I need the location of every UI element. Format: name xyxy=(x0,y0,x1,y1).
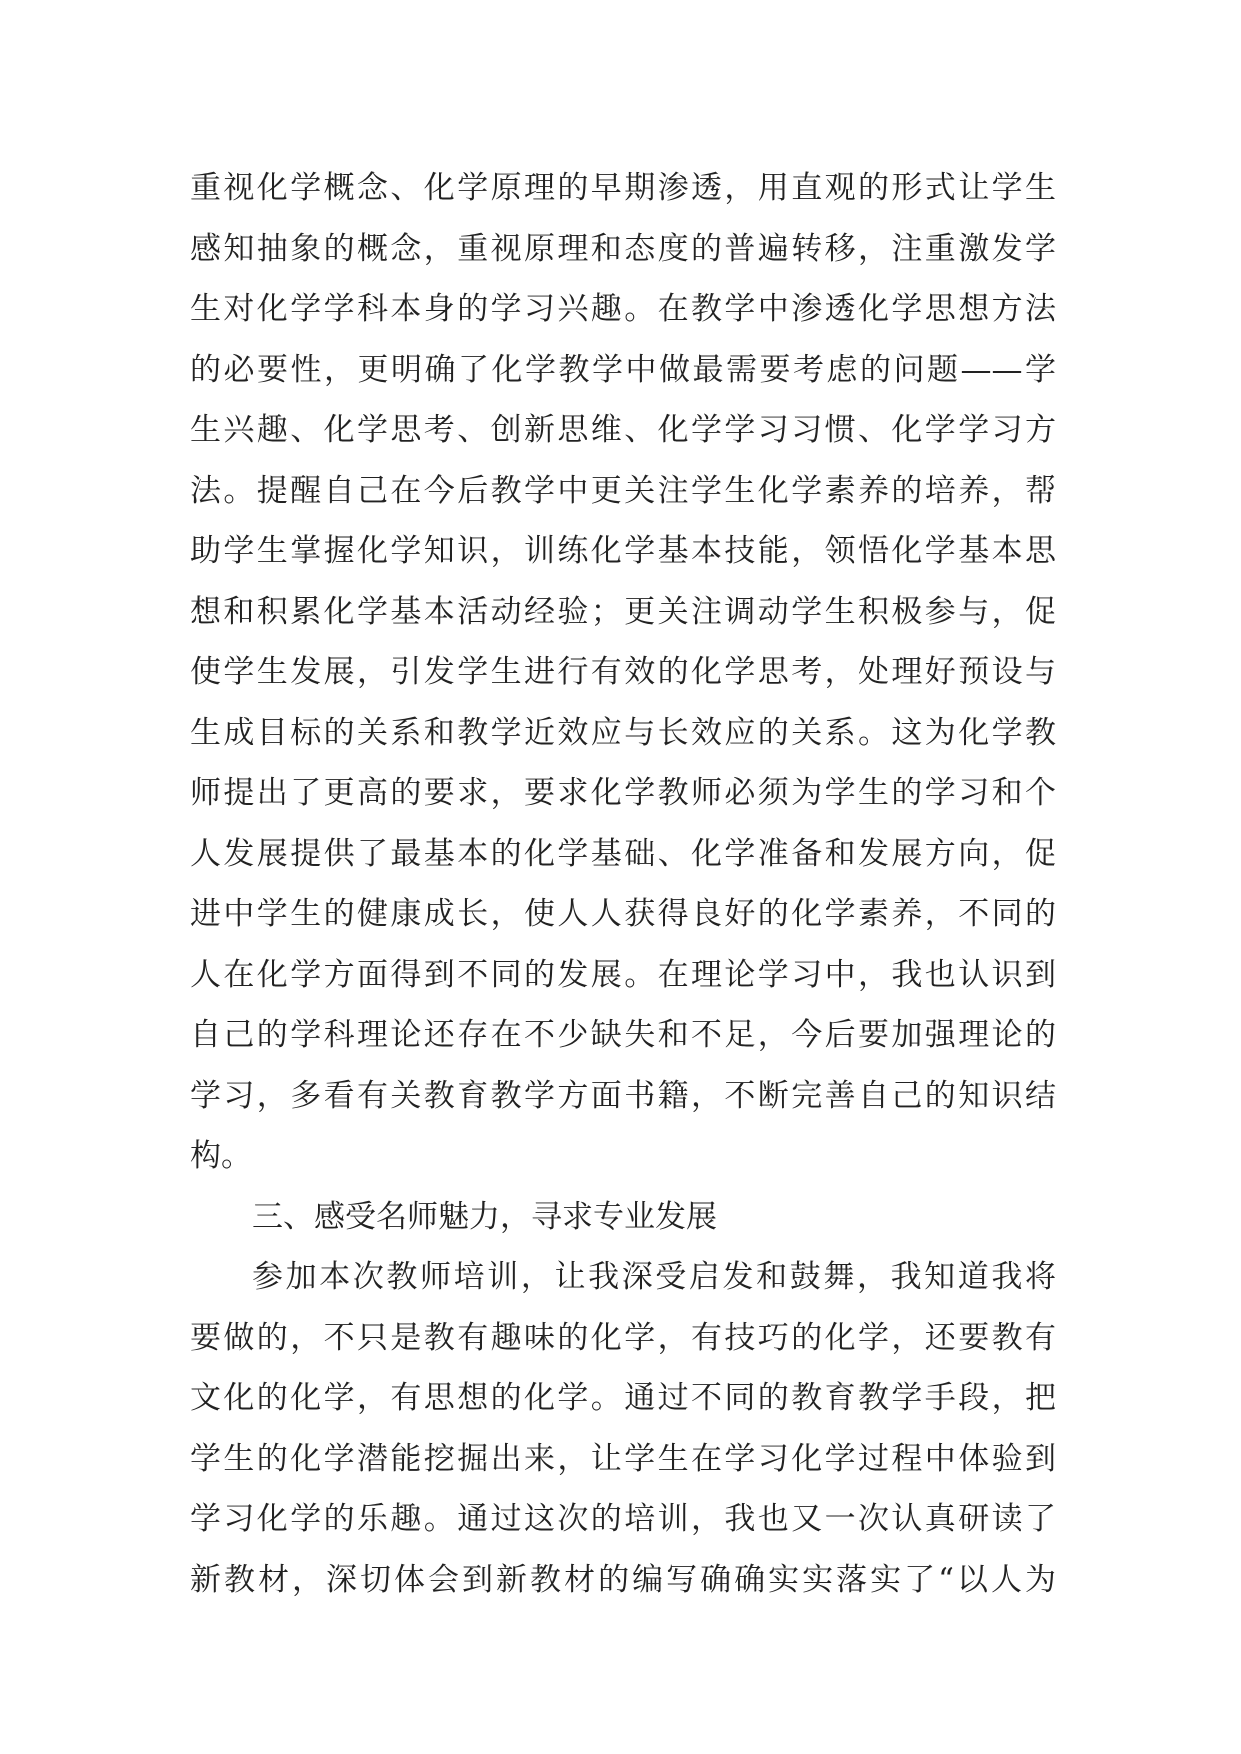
text-line: 使学生发展，引发学生进行有效的化学思考，处理好预设与 xyxy=(190,654,1056,690)
text-line: 新教材，深切体会到新教材的编写确确实实落实了“以人为 xyxy=(190,1561,1056,1598)
text-line: 人在化学方面得到不同的发展。在理论学习中，我也认识到 xyxy=(190,956,1056,993)
text-line: 感知抽象的概念，重视原理和态度的普遍转移，注重激发学 xyxy=(190,230,1056,267)
paragraph-1 xyxy=(190,158,1056,1187)
text-line: 学生的化学潜能挖掘出来，让学生在学习化学过程中体验到 xyxy=(190,1440,1056,1477)
document-page xyxy=(190,158,1056,1610)
paragraph-2 xyxy=(190,1247,1056,1610)
text-line: 学习化学的乐趣。通过这次的培训，我也又一次认真研读了 xyxy=(190,1501,1056,1537)
text-line: 想和积累化学基本活动经验；更关注调动学生积极参与，促 xyxy=(190,593,1056,630)
text-line: 生兴趣、化学思考、创新思维、化学学习习惯、化学学习方 xyxy=(190,412,1056,448)
text-line: 师提出了更高的要求，要求化学教师必须为学生的学习和个 xyxy=(190,775,1056,811)
text-line: 参加本次教师培训，让我深受启发和鼓舞，我知道我将 xyxy=(252,1259,1056,1295)
text-line: 的必要性，更明确了化学教学中做最需要考虑的问题——学 xyxy=(190,351,1056,388)
text-line: 构。 xyxy=(190,1138,252,1174)
text-line: 要做的，不只是教有趣味的化学，有技巧的化学，还要教有 xyxy=(190,1319,1056,1356)
text-line: 人发展提供了最基本的化学基础、化学准备和发展方向，促 xyxy=(190,835,1056,872)
text-line: 生对化学学科本身的学习兴趣。在教学中渗透化学思想方法 xyxy=(190,291,1056,327)
text-line: 进中学生的健康成长，使人人获得良好的化学素养，不同的 xyxy=(190,896,1056,932)
text-line: 学习，多看有关教育教学方面书籍，不断完善自己的知识结 xyxy=(190,1077,1056,1114)
text-line: 生成目标的关系和教学近效应与长效应的关系。这为化学教 xyxy=(190,714,1056,751)
text-line: 法。提醒自己在今后教学中更关注学生化学素养的培养，帮 xyxy=(190,472,1056,509)
text-line: 文化的化学，有思想的化学。通过不同的教育教学手段，把 xyxy=(190,1380,1056,1416)
text-line: 自己的学科理论还存在不少缺失和不足，今后要加强理论的 xyxy=(190,1017,1056,1053)
text-line: 重视化学概念、化学原理的早期渗透，用直观的形式让学生 xyxy=(190,170,1056,206)
section-heading: 三、感受名师魅力，寻求专业发展 xyxy=(252,1198,717,1235)
text-line: 助学生掌握化学知识，训练化学基本技能，领悟化学基本思 xyxy=(190,533,1056,569)
